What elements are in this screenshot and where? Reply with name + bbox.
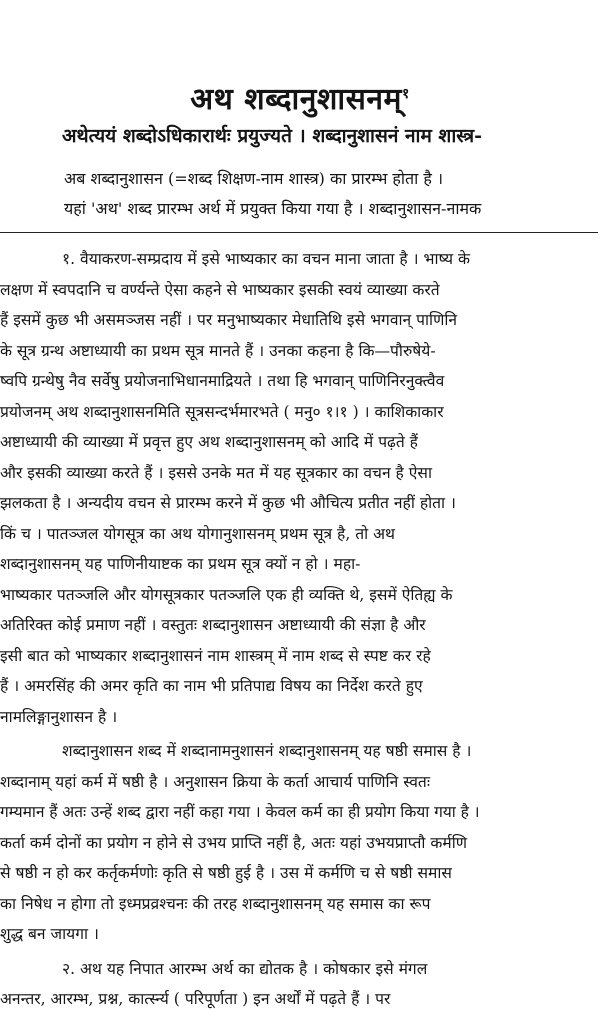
note-line: शुद्ध बन जायगा । (0, 925, 99, 943)
note-line: के सूत्र ग्रन्थ अष्टाध्यायी का प्रथम सूत्र मानते हैं । उनका कहना है कि—पौरुषेये- (0, 341, 436, 360)
note-line: १. वैयाकरण-सम्प्रदाय में इसे भाष्यकार का वचन माना जाता है । भाष्य के (62, 250, 471, 268)
note-line: झलकता है । अन्यदीय वचन से प्रारम्भ करने में कुछ भी औचित्य प्रतीत नहीं होता । (0, 494, 456, 512)
note-line: लक्षण में स्वपदानि च वर्ण्यन्ते ऐसा कहने से भाष्यकार इसकी स्वयं व्याख्या करते (0, 280, 440, 299)
note-line: नामलिङ्गानुशासन है । (0, 707, 118, 726)
note-line: अतिरिक्त कोई प्रमाण नहीं । वस्तुतः शब्दानुशासन अष्टाध्यायी की संज्ञा है और (0, 616, 426, 634)
translation-line-2: यहां 'अथ' शब्द प्रारम्भ अर्थ में प्रयुक्त किया गया है । शब्दानुशासन-नामक (64, 199, 482, 218)
note-line: कर्ता कर्म दोनों का प्रयोग न होने से उभय प्राप्ति नहीं है, अतः यहां उभयप्राप्तौ कर्मणि (0, 833, 468, 852)
footnote-1 (0, 244, 600, 732)
note-line: हैं । अमरसिंह की अमर कृति का नाम भी प्रतिपाद्य विषय का निर्देश करते हुए (0, 677, 423, 695)
sutra-text: अथेत्ययं शब्दोऽधिकारार्थः प्रयुज्यते । शब्दानुशासनं नाम शास्त्र- (62, 125, 483, 147)
chapter-title (0, 74, 600, 120)
note-line: शब्दानुशासन शब्द में शब्दानामनुशासनं शब्दानुशासनम् यह षष्ठी समास है । (62, 742, 472, 760)
footnote-2 (0, 954, 600, 1015)
note-line: हैं इसमें कुछ भी असमञ्जस नहीं । पर मनुभाष्यकार मेधातिथि इसे भगवान् पाणिनि (0, 311, 458, 329)
chapter-title-text: अथ शब्दानुशासनम् (190, 82, 403, 117)
footnotes (0, 244, 600, 1015)
footnote-divider (0, 232, 598, 233)
note-line: इसी बात को भाष्यकार शब्दानुशासनं नाम शास्त्रम् में नाम शब्द से स्पष्ट कर रहे (0, 646, 431, 665)
note-line: और इसकी व्याख्या करते हैं । इससे उनके मत में यह सूत्रकार का वचन है ऐसा (0, 463, 432, 482)
footnote-mark: १ (402, 86, 410, 102)
footnote-1-continued (0, 736, 600, 950)
note-line: ष्वपि ग्रन्थेषु नैव सर्वेषु प्रयोजनाभिधानमाद्रियते । तथा हि भगवान् पाणिनिरनुक्त्वैव (0, 372, 445, 390)
note-line: से षष्ठी न हो कर कर्तृकर्मणोः कृति से षष्ठी हुई है । उस में कर्मणि च से षष्ठी समास (0, 864, 452, 882)
sutra-line (0, 122, 600, 150)
note-line: प्रयोजनम् अथ शब्दानुशासनमिति सूत्रसन्दर्भमारभते ( मनु० १।१ ) । काशिकाकार (0, 402, 444, 421)
note-line: भाष्यकार पतञ्जलि और योगसूत्रकार पतञ्जलि एक ही व्यक्ति थे, इसमें ऐतिह्य के (0, 585, 453, 604)
note-line: अष्टाध्यायी की व्याख्या में प्रवृत्त हुए अथ शब्दानुशासनम् को आदि में पढ़ते हैं (0, 433, 418, 451)
translation-line-1: अब शब्दानुशासन (=शब्द शिक्षण-नाम शास्त्र) का प्रारम्भ होता है । (64, 169, 444, 188)
note-line: अनन्तर, आरम्भ, प्रश्न, कार्त्स्न्य ( परिपूर्णता ) इन अर्थों में पढ़ते हैं । पर (0, 990, 391, 1008)
note-line: गम्यमान हैं अतः उन्हें शब्द द्वारा नहीं कहा गया । केवल कर्म का ही प्रयोग किया गया है । (0, 803, 480, 821)
note-line: का निषेध न होगा तो इध्मप्रव्रश्चनः की तरह शब्दानुशासनम् यह समास का रूप (0, 894, 431, 913)
note-line: शब्दानाम् यहां कर्म में षष्ठी है । अनुशासन क्रिया के कर्ता आचार्य पाणिनि स्वतः (0, 772, 430, 791)
note-line: २. अथ यह निपात आरम्भ अर्थ का द्योतक है । कोषकार इसे मंगल (62, 959, 428, 978)
note-line: किं च । पातञ्जल योगसूत्र का अथ योगानुशासनम् प्रथम सूत्र है, तो अथ (0, 524, 396, 543)
note-line: शब्दानुशासनम् यह पाणिनीयाष्टक का प्रथम सूत्र क्यों न हो । महा- (0, 555, 361, 573)
